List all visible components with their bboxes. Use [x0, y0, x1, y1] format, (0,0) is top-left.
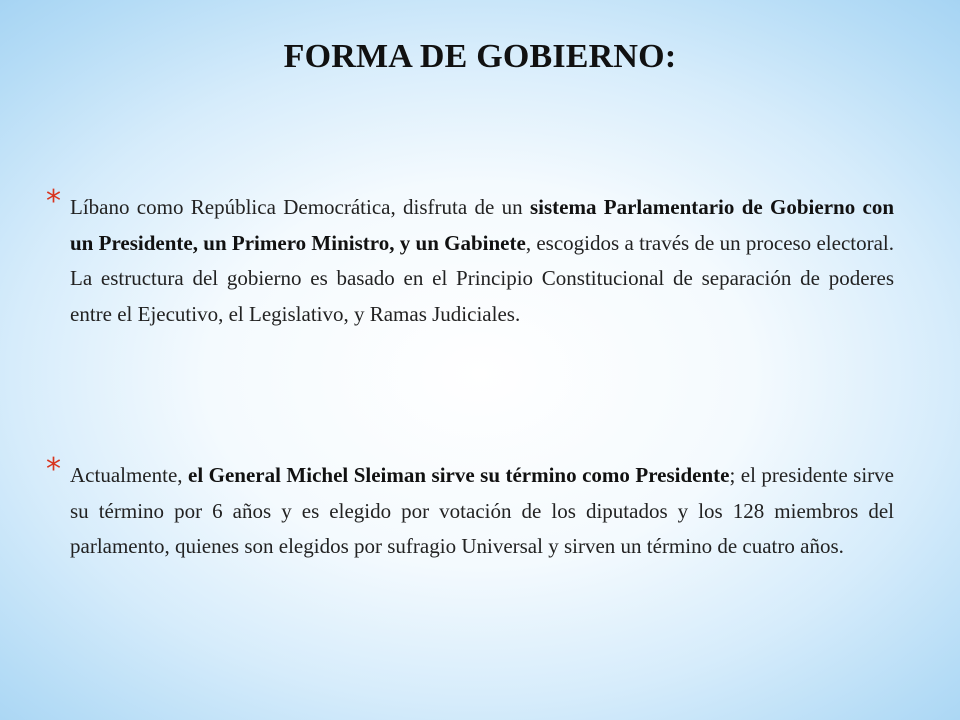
bullet-text-segment: Actualmente, [70, 463, 189, 487]
bullet-marker-icon: * [46, 452, 61, 487]
bullet-text-segment: Líbano como República Democrática, disfruta de un [70, 195, 530, 219]
bullet-text-bold-segment: el General Michel Sleiman sirve su término como Presidente [188, 463, 730, 487]
bullet-item [46, 184, 895, 332]
bullet-marker-icon: * [46, 184, 61, 219]
bullet-text [70, 190, 894, 332]
slide-title: FORMA DE GOBIERNO: [283, 38, 677, 75]
bullet-text [70, 458, 894, 565]
bullet-text-bold-segment: sistema Parlamentario de Gobierno con un Presidente, un Primero Ministro, y un Gabinete [70, 195, 895, 255]
bullet-item [46, 452, 894, 565]
bullet-text-segment: ; el presidente sirve su término por 6 años y es elegido por votación de los diputados y los 128 miembros del parlamento, quienes son elegidos por sufragio Universal y sirven un término de cuatro años. [70, 463, 894, 558]
bullet-text-segment: , escogidos a través de un proceso electoral. La estructura del gobierno es basado en el Principio Constitucional de separación de poderes entre el Ejecutivo, el Legislativo, y Ramas Judiciales. [70, 230, 894, 326]
